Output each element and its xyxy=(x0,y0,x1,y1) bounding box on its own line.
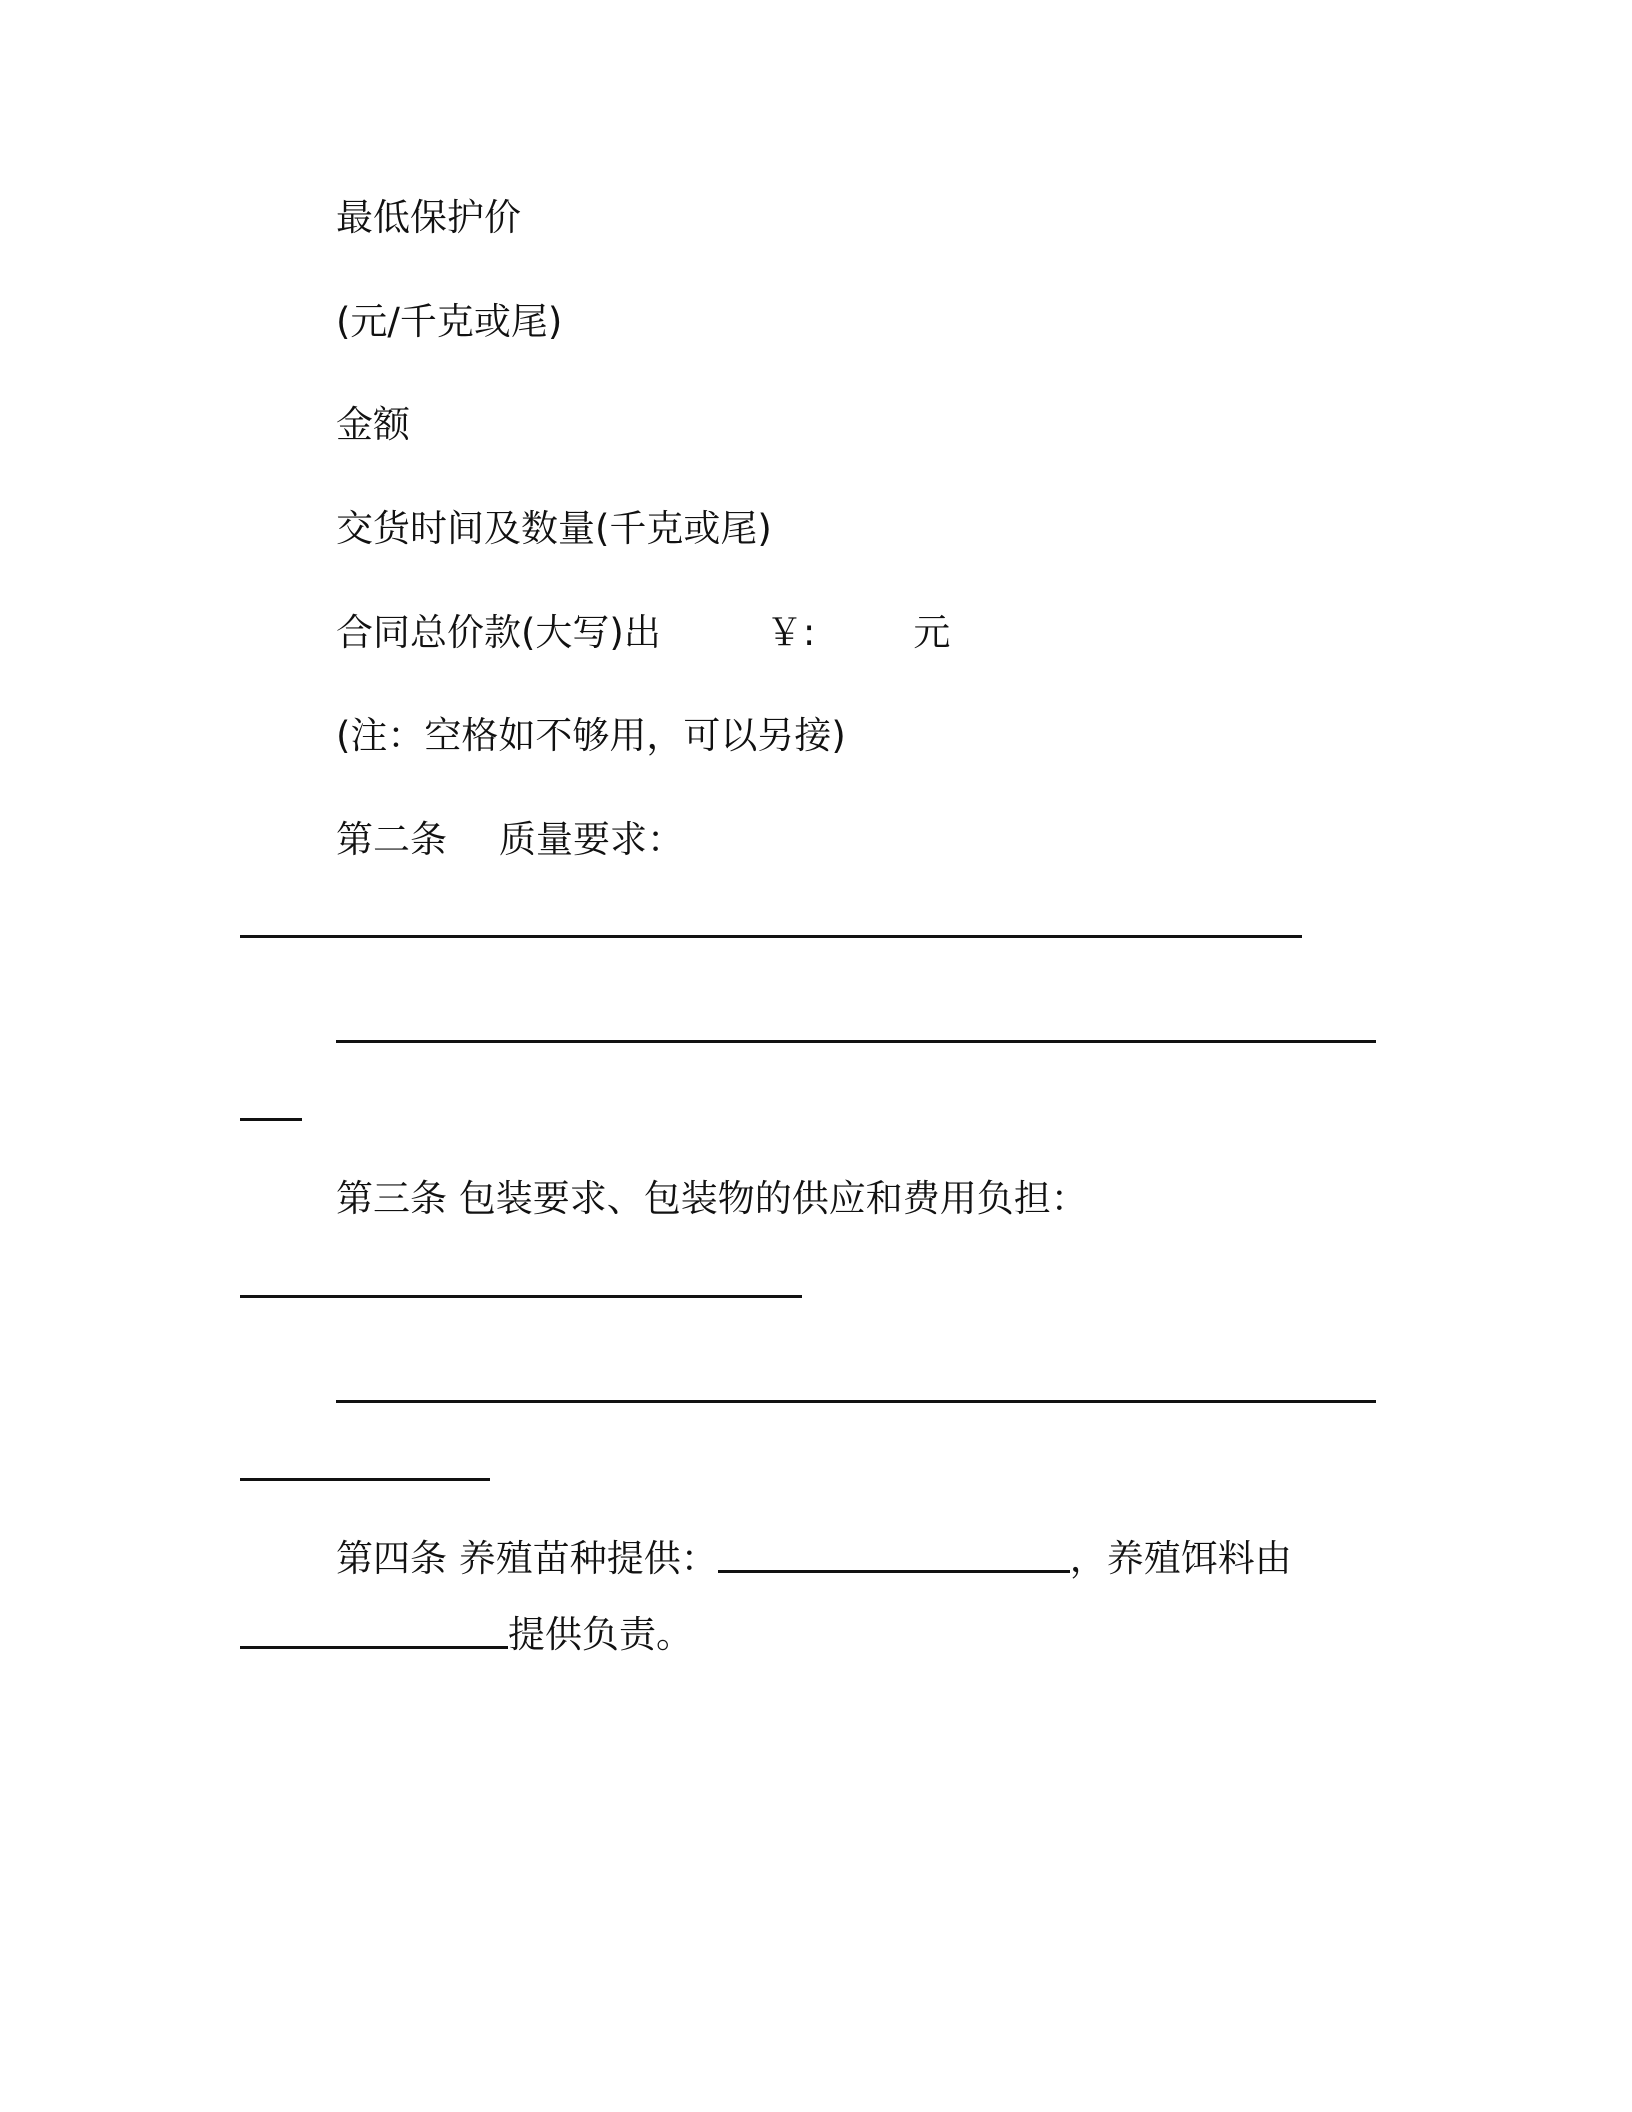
article-2-heading xyxy=(336,816,684,864)
delivery-label: 交货时间及数量(千克或尾) xyxy=(336,507,772,550)
article-3-blank-line-1[interactable] xyxy=(240,1295,802,1298)
unit-label: (元/千克或尾) xyxy=(336,300,563,343)
article-2-title: 质量要求： xyxy=(499,818,684,861)
total-currency: ￥: xyxy=(765,611,816,654)
total-price-line xyxy=(336,609,950,657)
amount-label: 金额 xyxy=(336,403,410,446)
article-2-blank-line-1[interactable] xyxy=(240,935,1302,938)
article-3-heading: 第三条 包装要求、包装物的供应和费用负担： xyxy=(336,1177,1088,1220)
seed-provider-blank[interactable] xyxy=(718,1570,1070,1573)
feed-provider-blank[interactable] xyxy=(240,1646,508,1649)
article-4-suffix: 提供负责。 xyxy=(508,1613,693,1656)
min-price-label: 最低保护价 xyxy=(336,196,521,239)
article-3-blank-line-3[interactable] xyxy=(240,1478,490,1481)
note-text: (注：空格如不够用，可以另接) xyxy=(336,714,846,757)
article-2-number: 第二条 xyxy=(336,818,447,861)
article-4-prefix: 第四条 养殖苗种提供： xyxy=(336,1537,718,1580)
article-4-line-2 xyxy=(240,1611,693,1659)
article-4-mid: ，养殖饵料由 xyxy=(1069,1537,1292,1580)
article-4-line-1 xyxy=(336,1535,1292,1583)
article-3-blank-line-2[interactable] xyxy=(336,1400,1376,1403)
article-2-blank-line-2[interactable] xyxy=(336,1040,1376,1043)
total-price-label: 合同总价款(大写)出 xyxy=(336,611,661,654)
article-2-blank-line-3[interactable] xyxy=(240,1118,302,1121)
total-unit: 元 xyxy=(913,611,951,654)
